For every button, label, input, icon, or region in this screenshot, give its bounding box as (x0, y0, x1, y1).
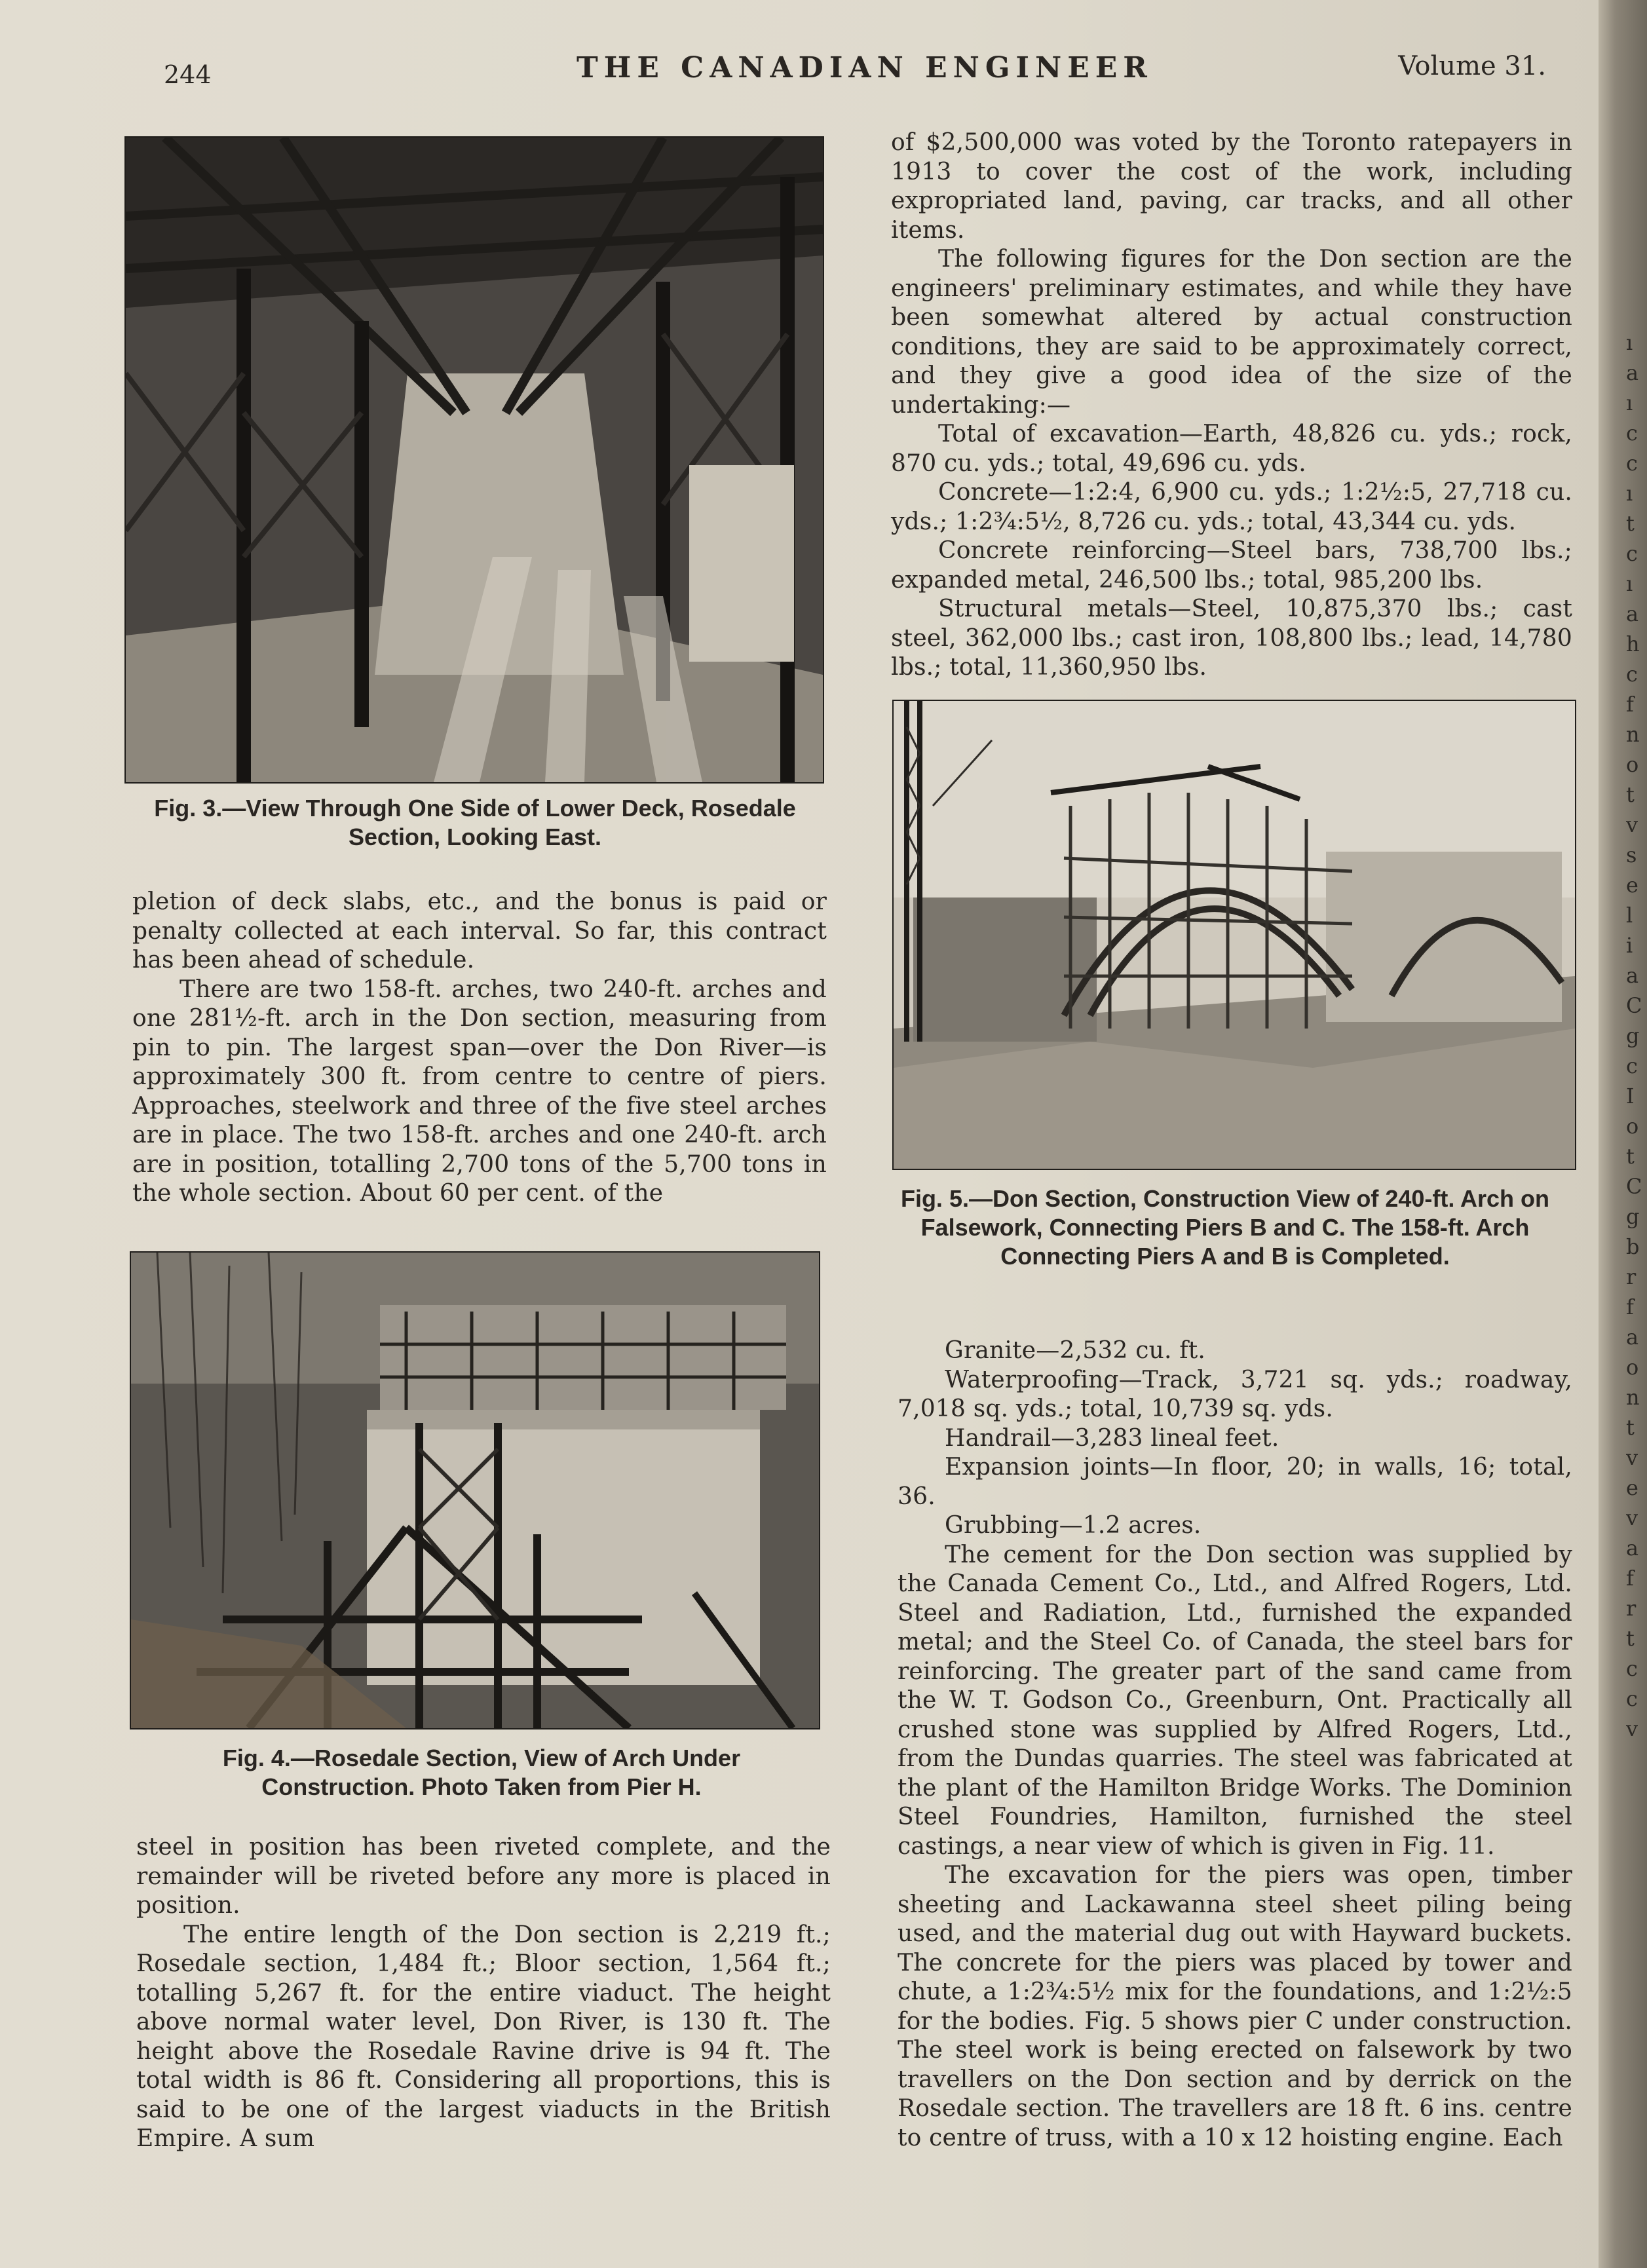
figure-3-caption: Fig. 3.—View Through One Side of Lower Deck, Rosedale Section, Looking East. (154, 795, 796, 850)
running-header (157, 47, 1546, 89)
edge-glyph: t (1626, 1415, 1635, 1440)
edge-glyph: t (1626, 1626, 1635, 1651)
edge-glyph: t (1626, 782, 1635, 807)
edge-glyph: v (1626, 1505, 1638, 1530)
edge-glyph: t (1626, 511, 1635, 536)
edge-glyph: g (1626, 1023, 1640, 1048)
left-paragraph-1: pletion of deck slabs, etc., and the bonus is paid or penalty collected at each interval. So far, this contract has been ahead of schedule. (132, 888, 827, 973)
figure-4-photo (130, 1251, 820, 1729)
edge-glyph: g (1626, 1204, 1640, 1229)
edge-glyph: c (1626, 541, 1638, 566)
edge-glyph: C (1626, 1174, 1642, 1199)
edge-glyph: i (1626, 933, 1633, 958)
edge-glyph-list (1626, 328, 1646, 1744)
edge-glyph: o (1626, 1355, 1639, 1380)
edge-glyph: r (1626, 1596, 1637, 1621)
edge-glyph: I (1626, 1084, 1635, 1108)
right-paragraph-3: The cement for the Don section was supplied by the Canada Cement Co., Ltd., and Alfred Rogers, Ltd. Steel and Radiation, Ltd., furnished the expanded metal; and the Steel Co. of Canada, the steel bars for reinforcing. The greater part of the sand came from the W. T. Godson Co., Greenburn, Ont. Practically all crushed stone was supplied by Alfred Rogers, Ltd., from the Dundas quarries. The steel was fabricated at the plant of the Hamilton Bridge Works. The Dominion Steel Foundries, Hamilton, furnished the steel castings, a near view of which is given in Fig. 11. (898, 1541, 1572, 1860)
edge-glyph: r (1626, 1264, 1637, 1289)
edge-glyph: f (1626, 1295, 1634, 1319)
edge-glyph: a (1626, 963, 1639, 988)
edge-glyph: C (1626, 993, 1642, 1018)
quantity-expansion-joints: Expansion joints—In floor, 20; in walls, 16; total, 36. (898, 1454, 1572, 1510)
edge-glyph: c (1626, 451, 1638, 476)
figure-4-caption: Fig. 4.—Rosedale Section, View of Arch Under Construction. Photo Taken from Pier H. (222, 1745, 741, 1800)
figure-3-photo (124, 136, 824, 784)
edge-glyph: a (1626, 360, 1639, 385)
edge-glyph: v (1626, 1445, 1638, 1470)
edge-glyph: o (1626, 1114, 1639, 1139)
edge-glyph: l (1626, 903, 1633, 928)
volume-label: Volume 31. (1398, 51, 1546, 81)
quantity-handrail: Handrail—3,283 lineal feet. (945, 1424, 1279, 1452)
edge-glyph: v (1626, 812, 1638, 837)
quantity-concrete: Concrete—1:2:4, 6,900 cu. yds.; 1:2½:5, 27,718 cu. yds.; 1:2¾:5½, 8,726 cu. yds.; total, 43,344 cu. yds. (891, 479, 1572, 535)
quantity-excavation: Total of excavation—Earth, 48,826 cu. yds.; rock, 870 cu. yds.; total, 49,696 cu. yds. (891, 421, 1572, 477)
journal-title: THE CANADIAN ENGINEER (577, 51, 1153, 85)
edge-glyph: ı (1626, 390, 1633, 415)
edge-glyph: e (1626, 873, 1638, 898)
edge-glyph: v (1626, 1716, 1638, 1741)
edge-glyph: c (1626, 1053, 1638, 1078)
right-paragraph-4: The excavation for the piers was open, timber sheeting and Lackawanna steel sheet piling being used, and the material dug out with Hayward buckets. The concrete for the piers was placed by tower and chute, a 1:2¾:5½ mix for the foundations, and 1:2½:5 for the bodies. Fig. 5 shows pier C under construction. The steel work is being erected on falsework by two travellers on the Don section and by derrick on the Rosedale section. The travellers are 18 ft. 6 ins. centre to centre of truss, with a 10 x 12 hoisting engine. Each (898, 1862, 1572, 2151)
figure-5-photo (892, 700, 1576, 1170)
quantity-grubbing: Grubbing—1.2 acres. (945, 1512, 1202, 1539)
edge-glyph: a (1626, 1536, 1639, 1560)
right-column-upper (891, 128, 1572, 683)
quantity-structural-metals: Structural metals—Steel, 10,875,370 lbs.; cast steel, 362,000 lbs.; cast iron, 108,800 lbs.; lead, 14,780 lbs.; total, 11,360,950 lbs. (891, 595, 1572, 681)
edge-glyph: a (1626, 601, 1639, 626)
edge-glyph: c (1626, 1686, 1638, 1711)
edge-glyph: c (1626, 1656, 1638, 1681)
left-paragraph-2: There are two 158-ft. arches, two 240-ft. arches and one 281½-ft. arch in the Don section, measuring from pin to pin. The largest span—over the Don River—is approximately 300 ft. from centre to centre of piers. Approaches, steelwork and three of the five steel arches are in place. The two 158-ft. arches and one 240-ft. arch are in position, totalling 2,700 tons of the 5,700 tons in the whole section. About 60 per cent. of the (132, 975, 827, 1207)
edge-glyph: c (1626, 421, 1638, 445)
right-paragraph-2: The following figures for the Don section are the engineers' preliminary estimates, and while they have been somewhat altered by actual construction conditions, they are said to be approximately correct, and they give a good idea of the size of the undertaking:— (891, 246, 1572, 419)
edge-glyph: c (1626, 662, 1638, 687)
left-column-upper (132, 888, 827, 1209)
edge-glyph: a (1626, 1325, 1639, 1350)
quantity-waterproofing: Waterproofing—Track, 3,721 sq. yds.; roadway, 7,018 sq. yds.; total, 10,739 sq. yds. (898, 1366, 1572, 1422)
left-paragraph-4: The entire length of the Don section is 2,219 ft.; Rosedale section, 1,484 ft.; Bloor section, 1,564 ft.; totalling 5,267 ft. for the entire viaduct. The height above normal water level, Don River, is 130 ft. The height above the Rosedale Ravine drive is 94 ft. The total width is 86 ft. Considering all proportions, this is said to be one of the largest viaducts in the British Empire. A sum (136, 1921, 831, 2152)
edge-glyph: o (1626, 752, 1639, 777)
edge-glyph: f (1626, 1566, 1634, 1591)
edge-glyph: ı (1626, 571, 1633, 596)
edge-glyph: b (1626, 1234, 1640, 1259)
left-column-lower (136, 1833, 831, 2154)
edge-glyph: n (1626, 1385, 1640, 1410)
edge-glyph: n (1626, 722, 1640, 747)
edge-glyph: ı (1626, 481, 1633, 506)
edge-glyph: s (1626, 842, 1637, 867)
left-paragraph-3: steel in position has been riveted complete, and the remainder will be riveted before any more is placed in position. (136, 1834, 831, 1919)
edge-glyph: ı (1626, 330, 1633, 355)
page-number: 244 (164, 60, 212, 89)
right-column-lower (898, 1336, 1572, 2153)
figure-5-caption: Fig. 5.—Don Section, Construction View of 240-ft. Arch on Falsework, Connecting Piers B and C. The 158-ft. Arch Connecting Piers A and B is Completed. (900, 1185, 1550, 1270)
right-paragraph-1: of $2,500,000 was voted by the Toronto ratepayers in 1913 to cover the cost of the work, including expropriated land, paving, car tracks, and all other items. (891, 129, 1572, 244)
edge-glyph: t (1626, 1144, 1635, 1169)
edge-glyph: h (1626, 632, 1640, 656)
quantity-reinforcing: Concrete reinforcing—Steel bars, 738,700 lbs.; expanded metal, 246,500 lbs.; total, 985,200 lbs. (891, 537, 1572, 594)
edge-glyph: f (1626, 692, 1634, 717)
quantity-granite: Granite—2,532 cu. ft. (945, 1337, 1206, 1364)
facing-page-glyphs (1626, 328, 1646, 1900)
edge-glyph: e (1626, 1475, 1638, 1500)
